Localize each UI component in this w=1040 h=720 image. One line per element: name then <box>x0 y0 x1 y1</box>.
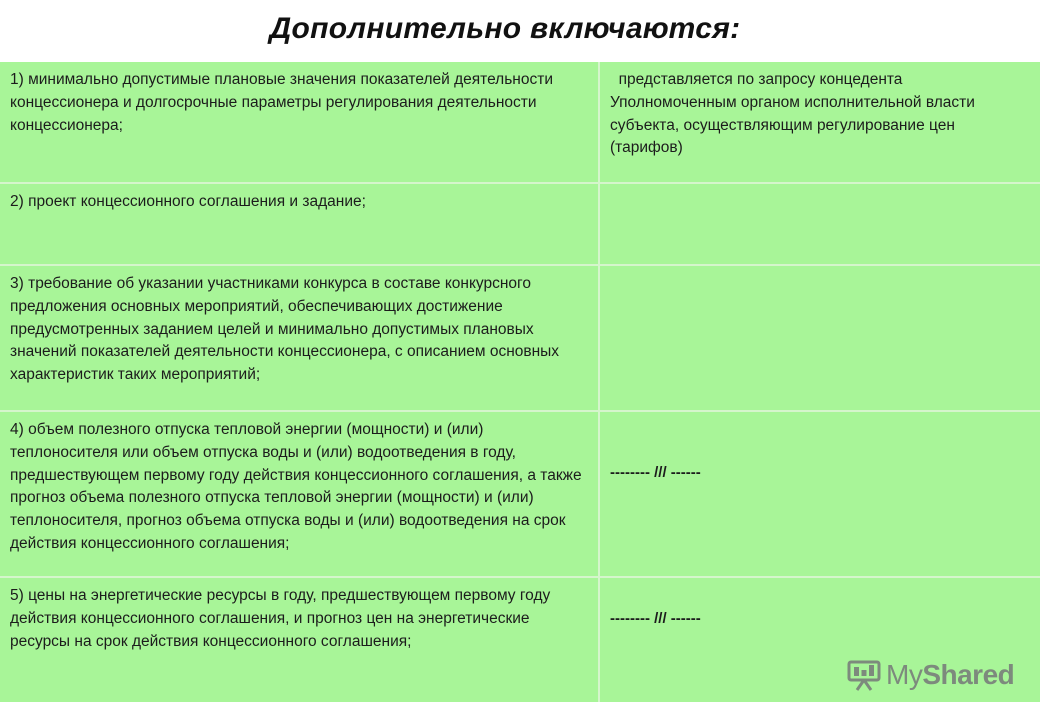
watermark-logo <box>846 657 1014 693</box>
presentation-board-icon <box>846 657 882 693</box>
row-4-description: 4) объем полезного отпуска тепловой энергии (мощности) и (или) теплоносителя или объем отпуска воды и (или) водоотведения в году, предшествующем первому году действия концессионного соглашения, а также прогноз объема полезного отпуска тепловой энергии (мощности) и (или) теплоносителя, прогноз объема отпуска воды и (или) водоотведения на срок действия концессионного соглашения; <box>0 412 600 576</box>
row-5-description: 5) цены на энергетические ресурсы в году, предшествующем первому году действия концессионного соглашения, и прогноз цен на энергетические ресурсы на срок действия концессионного соглашения; <box>0 578 600 702</box>
row-3-description: 3) требование об указании участниками конкурса в составе конкурсного предложения основных мероприятий, обеспечивающих достижение предусмотренных заданием целей и минимально допустимых плановых значений показателей деятельности концессионера, с описанием основных характеристик таких мероприятий; <box>0 266 600 410</box>
requirements-table <box>0 62 1040 702</box>
row-1-note: представляется по запросу концедента Уполномоченным органом исполнительной власти субъекта, осуществляющим регулирование цен (тарифов) <box>600 62 1040 182</box>
row-3-note <box>600 266 1040 410</box>
table-row <box>0 62 1040 182</box>
watermark-text-shared: Shared <box>922 659 1015 690</box>
table-row <box>0 412 1040 576</box>
table-row <box>0 266 1040 410</box>
row-5-note-text: -------- /// ------ <box>610 610 701 627</box>
watermark-text-my: My <box>886 659 923 690</box>
row-4-note-text: -------- /// ------ <box>610 464 701 481</box>
row-2-description: 2) проект концессионного соглашения и задание; <box>0 184 600 264</box>
page-title: Дополнительно включаются: <box>269 12 741 45</box>
table-row <box>0 184 1040 264</box>
row-4-note <box>600 412 1040 576</box>
row-1-description: 1) минимально допустимые плановые значения показателей деятельности концессионера и долгосрочные параметры регулирования деятельности концессионера; <box>0 62 600 182</box>
row-2-note <box>600 184 1040 264</box>
